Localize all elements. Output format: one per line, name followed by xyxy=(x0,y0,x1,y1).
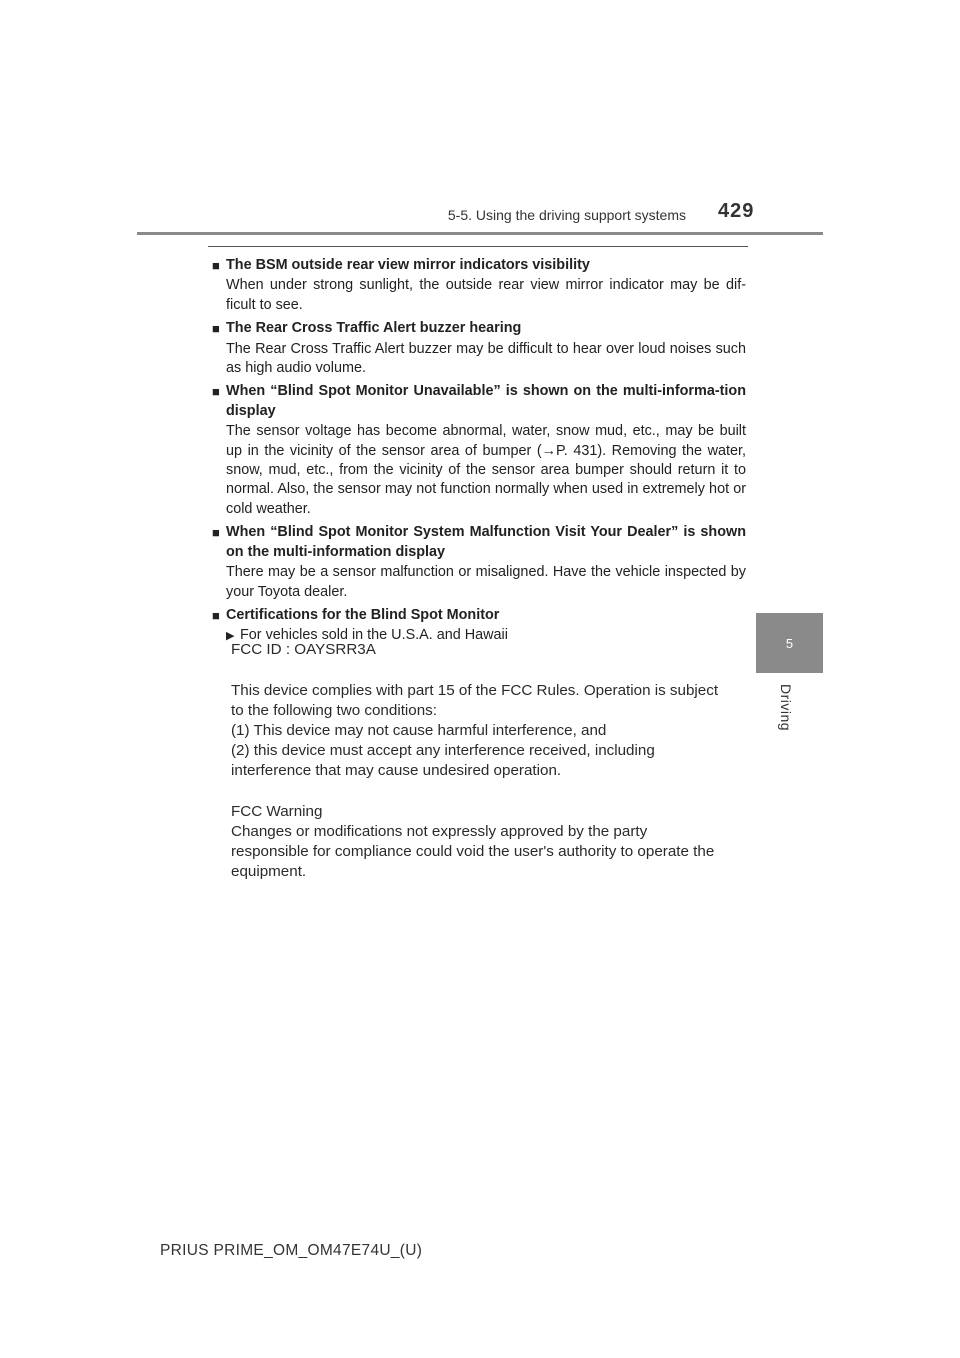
section-heading: ■ The BSM outside rear view mirror indicators visibility xyxy=(212,256,746,275)
section-body: The sensor voltage has become abnormal, water, snow mud, etc., may be built up in the vicinity of the sensor area of bumper (→P. 431). Removing the water, snow, mud, etc., from the vicinity of the sensor area bumper should return it to normal. Also, the sensor may not function normally when used in extremely hot or cold weather. xyxy=(226,423,746,517)
square-bullet-icon: ■ xyxy=(212,258,220,273)
square-bullet-icon: ■ xyxy=(212,384,220,400)
section-body: There may be a sensor malfunction or misaligned. Have the vehicle inspected by your Toyota dealer. xyxy=(226,564,746,600)
chapter-tab[interactable] xyxy=(756,613,823,673)
fcc-compliance-line: (2) this device must accept any interference received, including xyxy=(231,742,655,759)
page-content xyxy=(212,256,746,651)
square-bullet-icon: ■ xyxy=(212,321,220,337)
fcc-compliance-line: to the following two conditions: xyxy=(231,702,437,719)
fcc-warning-title: FCC Warning xyxy=(231,803,323,820)
section-heading: ■ When “Blind Spot Monitor Unavailable” is shown on the multi-informa-tion display xyxy=(212,382,746,421)
section-bsm-visibility xyxy=(212,256,746,315)
fcc-compliance-line: This device complies with part 15 of the FCC Rules. Operation is subject xyxy=(231,682,719,699)
header-divider xyxy=(137,232,823,235)
fcc-compliance-line: (1) This device may not cause harmful interference, and xyxy=(231,722,607,739)
fcc-compliance-line: interference that may cause undesired operation. xyxy=(231,762,562,779)
document-code: PRIUS PRIME_OM_OM47E74U_(U) xyxy=(160,1242,423,1259)
section-bsm-unavailable xyxy=(212,382,746,519)
fcc-id: FCC ID : OAYSRR3A xyxy=(231,641,376,658)
section-title: 5-5. Using the driving support systems xyxy=(447,207,686,223)
fcc-statement xyxy=(231,640,731,882)
content-divider xyxy=(208,246,748,247)
square-bullet-icon: ■ xyxy=(212,607,220,623)
section-heading: ■ When “Blind Spot Monitor System Malfunction Visit Your Dealer” is shown on the multi-information display xyxy=(212,523,746,562)
sub-item: ▶ For vehicles sold in the U.S.A. and Hawaii xyxy=(212,626,746,646)
section-bsm-malfunction xyxy=(212,523,746,602)
page-number: 429 xyxy=(718,200,755,222)
section-body: When under strong sunlight, the outside rear view mirror indicator may be dif-ficult to see. xyxy=(226,277,746,313)
chapter-number: 5 xyxy=(785,635,794,651)
section-rcta-buzzer xyxy=(212,319,746,378)
chapter-label: Driving xyxy=(778,684,794,732)
section-heading: ■ The Rear Cross Traffic Alert buzzer hearing xyxy=(212,319,746,338)
fcc-warning-line: responsible for compliance could void the user's authority to operate the xyxy=(231,843,715,860)
fcc-warning-line: Changes or modifications not expressly approved by the party xyxy=(231,823,648,840)
section-heading: ■ Certifications for the Blind Spot Monitor xyxy=(212,606,746,625)
section-body: The Rear Cross Traffic Alert buzzer may be difficult to hear over loud noises such as high audio volume. xyxy=(226,340,746,377)
triangle-arrow-icon: ▶ xyxy=(226,630,235,643)
fcc-warning-line: equipment. xyxy=(231,863,307,880)
square-bullet-icon: ■ xyxy=(212,525,220,541)
